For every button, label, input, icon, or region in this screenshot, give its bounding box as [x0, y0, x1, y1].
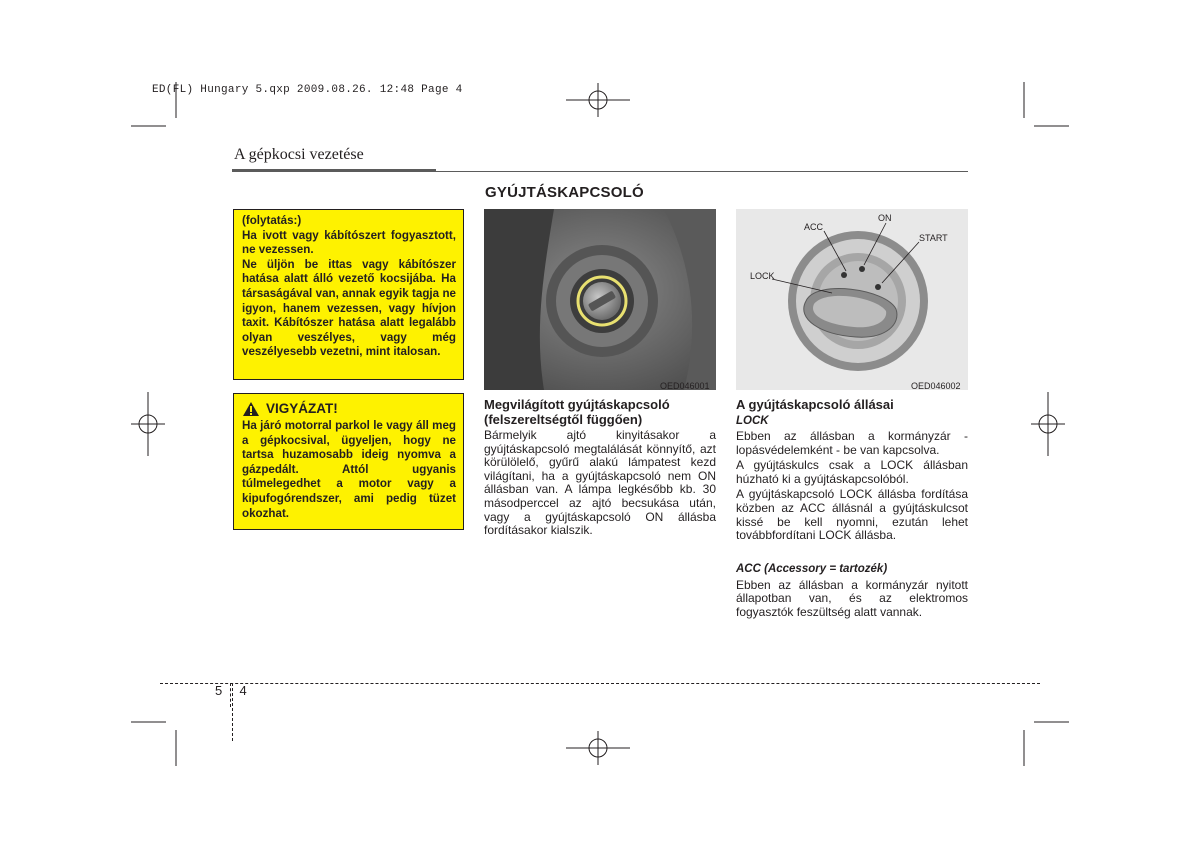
lock-paragraph: A gyújtáskulcs csak a LOCK állásban húzható ki a gyújtáskapcsolóból.	[736, 458, 968, 486]
on-label: ON	[878, 213, 892, 223]
page-in-chapter: 4	[239, 683, 247, 698]
warning-text: Ha járó motorral parkol le vagy áll meg a gépkocsival, ügyeljen, hogy ne tartsa huzamosabb ideig nyomva a gázpedált. Attól ugyanis túlmelegedhet a motor vagy a kipufogórendszer, ami pedig tüzet okozhat.	[242, 419, 456, 520]
warning-box	[233, 393, 464, 530]
continued-caution-box	[233, 209, 464, 380]
figure-code: OED046002	[911, 381, 961, 391]
lock-paragraph: A gyújtáskapcsoló LOCK állásba fordítása közben az ACC állásnál a gyújtáskulcsot kissé be kell nyomni, ezután lehet továbbfordítani LOCK állásba.	[736, 487, 968, 543]
continued-lead: (folytatás:)	[242, 214, 302, 227]
acc-label: ACC	[804, 222, 824, 232]
print-slug: ED(FL) Hungary 5.qxp 2009.08.26. 12:48 Page 4	[152, 84, 463, 96]
continued-paragraph: Ha ivott vagy kábítószert fogyasztott, ne vezessen.	[242, 228, 456, 257]
figure-code: OED046001	[660, 381, 710, 391]
ignition-positions-photo	[736, 209, 968, 390]
ignition-switch-photo	[484, 209, 716, 390]
start-label: START	[919, 233, 948, 243]
page-number	[215, 683, 247, 707]
footer-vertical-rule	[232, 683, 233, 741]
section-heading: GYÚJTÁSKAPCSOLÓ	[485, 184, 644, 201]
lock-label: LOCK	[750, 271, 775, 281]
illuminated-switch-text: Bármelyik ajtó kinyitásakor a gyújtáskapcsoló megtalálását könnyítő, azt körülölelő, gyűrű alakú lámpatest kezd világítani, ha a gyújtáskapcsoló nem ON állásban van. A lámpa legkésőbb kb. 30 másodperccel az ajtó becsukása után, vagy a gyújtáskapcsoló ON állásba fordításakor kialszik.	[484, 428, 716, 538]
lock-paragraph: Ebben az állásban a kormányzár - lopásvédelemként - be van kapcsolva.	[736, 429, 968, 457]
chapter-number: 5	[215, 683, 223, 698]
switch-positions-heading: A gyújtáskapcsoló állásai	[736, 397, 894, 412]
illuminated-switch-section	[484, 397, 716, 538]
header-rule	[436, 171, 968, 172]
warning-triangle-icon	[242, 401, 260, 417]
continued-paragraph: Ne üljön be ittas vagy kábítószer hatása alatt álló vezető kocsijába. Ha társaságával van, annak egyik tagja ne igyon, hanem vezessen, vagy hívjon taxit. Kábítószer hatása alatt legalább olyan veszélyes, vagy még veszélyesebb vezetni, mint italosan.	[242, 257, 456, 359]
lock-title: LOCK	[736, 415, 769, 427]
footer-rule	[160, 683, 1040, 685]
acc-title: ACC (Accessory = tartozék)	[736, 562, 888, 575]
warning-title: VIGYÁZAT!	[266, 400, 338, 416]
chapter-title-bar	[232, 169, 436, 172]
chapter-title: A gépkocsi vezetése	[234, 146, 364, 163]
warning-header	[242, 401, 456, 417]
acc-text: Ebben az állásban a kormányzár nyitott állapotban van, és az elektromos fogyasztók feszültség alatt vannak.	[736, 577, 968, 619]
switch-positions-section	[736, 397, 968, 620]
illuminated-switch-heading: Megvilágított gyújtáskapcsoló (felszereltségtől függően)	[484, 397, 670, 427]
